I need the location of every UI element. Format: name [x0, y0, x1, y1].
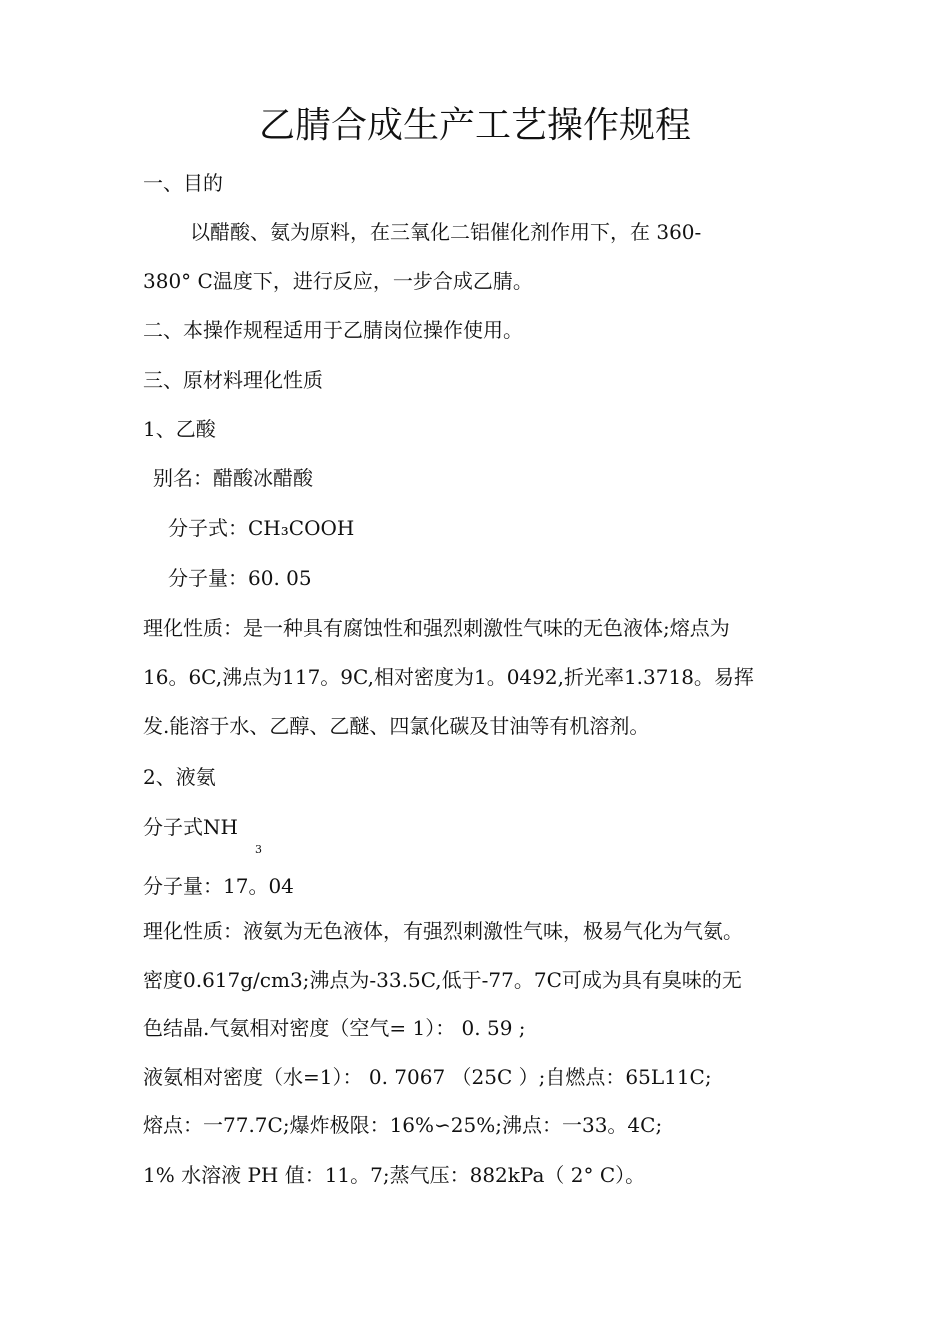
section-heading-scope: 二、本操作规程适用于乙腈岗位操作使用。 — [143, 318, 523, 342]
paragraph-line: 以醋酸、氨为原料，在三氧化二铝催化剂作用下，在 360- — [190, 220, 702, 244]
paragraph-line: 密度0.617g/cm3;沸点为-33.5C,低于-77。7C可成为具有臭味的无 — [143, 968, 742, 992]
paragraph-line: 380° C温度下，进行反应，一步合成乙腈。 — [143, 269, 533, 293]
paragraph-line: 色结晶.气氨相对密度（空气= 1）： 0. 59 ; — [143, 1016, 526, 1040]
molecular-weight-line: 分子量：17。04 — [143, 874, 294, 898]
paragraph-line: 发.能溶于水、乙醇、乙醚、四氯化碳及甘油等有机溶剂。 — [143, 714, 650, 738]
molecular-weight-line: 分子量：60. 05 — [168, 566, 312, 590]
section-heading-materials: 三、原材料理化性质 — [143, 368, 323, 392]
paragraph-line: 液氨相对密度（水=1）： 0. 7067 （25C ）;自燃点：65L11C; — [143, 1065, 712, 1089]
document-title: 乙腈合成生产工艺操作规程 — [258, 105, 691, 146]
paragraph-line: 理化性质：液氨为无色液体，有强烈刺激性气味，极易气化为气氨。 — [143, 919, 743, 943]
formula-line: 分子式：CH₃COOH — [168, 516, 355, 540]
section-heading-purpose: 一、目的 — [143, 171, 223, 195]
subheading-acetic-acid: 1、乙酸 — [143, 417, 216, 441]
alias-line: 别名：醋酸冰醋酸 — [153, 466, 313, 490]
paragraph-line: 理化性质：是一种具有腐蚀性和强烈刺激性气味的无色液体;熔点为 — [143, 616, 730, 640]
paragraph-line: 1% 水溶液 PH 值：11。7;蒸气压：882kPa（ 2° C）。 — [143, 1163, 646, 1187]
subheading-liquid-ammonia: 2、液氨 — [143, 765, 216, 789]
formula-line: 分子式NH — [143, 815, 238, 839]
formula-subscript: 3 — [255, 843, 262, 856]
paragraph-line: 16。6C,沸点为117。9C,相对密度为1。0492,折光率1.3718。易挥 — [143, 665, 754, 689]
paragraph-line: 熔点：一77.7C;爆炸极限：16%∽25%;沸点：一33。4C; — [143, 1113, 663, 1137]
